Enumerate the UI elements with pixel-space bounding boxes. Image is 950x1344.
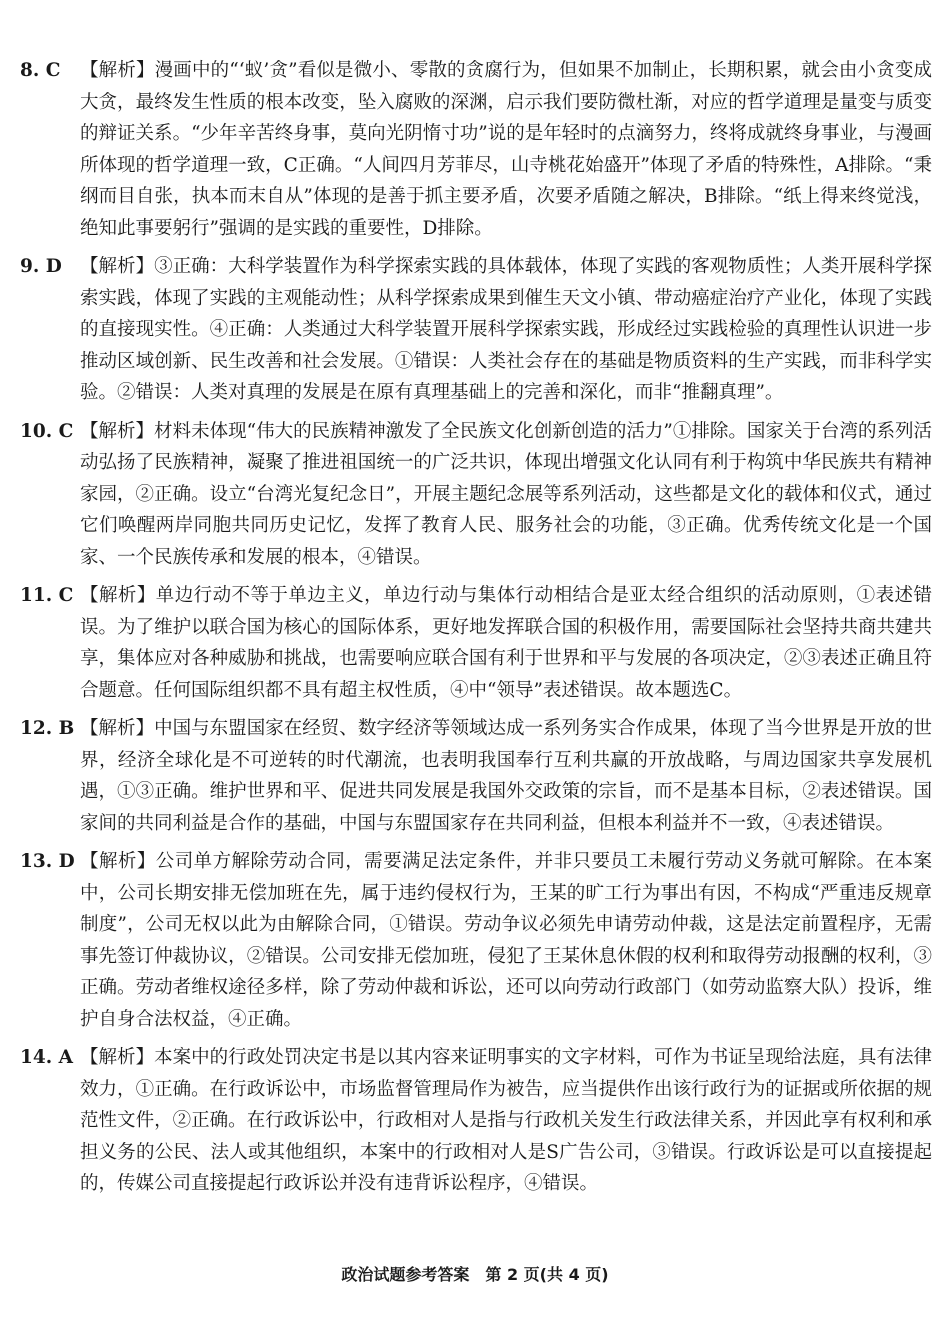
answer-number: 11. C	[20, 585, 74, 606]
answer-list	[20, 55, 932, 1207]
answer-number: 13. D	[20, 851, 75, 872]
answer-explanation: 【解析】单边行动不等于单边主义，单边行动与集体行动相结合是亚太经合组织的活动原则，①表述错误。为了维护以联合国为核心的国际体系，更好地发挥联合国的积极作用，需要国际社会坚持共商共建共享，集体应对各种威胁和挑战，也需要响应联合国有利于世界和平与发展的各项决定，②③表述正确且符合题意。任何国际组织都不具有超主权性质，④中“领导”表述错误。故本题选C。	[80, 585, 932, 701]
page-footer: 政治试题参考答案 第 2 页(共 4 页)	[341, 1265, 609, 1284]
answer-explanation: 【解析】漫画中的“‘蚁’贪”看似是微小、零散的贪腐行为，但如果不加制止，长期积累，就会由小贪变成大贪，最终发生性质的根本改变，坠入腐败的深渊，启示我们要防微杜渐，对应的哲学道理是量变与质变的辩证关系。“少年辛苦终身事，莫向光阴惰寸功”说的是年轻时的点滴努力，终将成就终身事业，与漫画所体现的哲学道理一致，C正确。“人间四月芳菲尽，山寺桃花始盛开”体现了矛盾的特殊性，A排除。“秉纲而目自张，执本而末自从”体现的是善于抓主要矛盾，次要矛盾随之解决，B排除。“纸上得来终觉浅，绝知此事要躬行”强调的是实践的重要性，D排除。	[80, 60, 932, 239]
answer-explanation: 【解析】材料未体现“伟大的民族精神激发了全民族文化创新创造的活力”①排除。国家关于台湾的系列活动弘扬了民族精神，凝聚了推进祖国统一的广泛共识，体现出增强文化认同有利于构筑中华民族共有精神家园，②正确。设立“台湾光复纪念日”，开展主题纪念展等系列活动，这些都是文化的载体和仪式，通过它们唤醒两岸同胞共同历史记忆，发挥了教育人民、服务社会的功能，③正确。优秀传统文化是一个国家、一个民族传承和发展的根本，④错误。	[80, 420, 932, 568]
answer-item-9	[20, 251, 932, 409]
answer-number: 12. B	[20, 718, 75, 739]
answer-item-8	[20, 55, 932, 244]
answer-number: 14. A	[20, 1047, 73, 1068]
answer-explanation: 【解析】③正确：大科学装置作为科学探索实践的具体载体，体现了实践的客观物质性；人类开展科学探索实践，体现了实践的主观能动性；从科学探索成果到催生天文小镇、带动癌症治疗产业化，体现了实践的直接现实性。④正确：人类通过大科学装置开展科学探索实践，形成经过实践检验的真理性认识进一步推动区域创新、民生改善和社会发展。①错误：人类社会存在的基础是物质资料的生产实践，而非科学实验。②错误：人类对真理的发展是在原有真理基础上的完善和深化，而非“推翻真理”。	[80, 256, 932, 403]
answer-explanation: 【解析】公司单方解除劳动合同，需要满足法定条件，并非只要员工未履行劳动义务就可解除。在本案中，公司长期安排无偿加班在先，属于违约侵权行为，王某的旷工行为事出有因，不构成“严重违反规章制度”，公司无权以此为由解除合同，①错误。劳动争议必须先申请劳动仲裁，这是法定前置程序，无需事先签订仲裁协议，②错误。公司安排无偿加班，侵犯了王某休息休假的权利和取得劳动报酬的权利，③正确。劳动者维权途径多样，除了劳动仲裁和诉讼，还可以向劳动行政部门（如劳动监察大队）投诉，维护自身合法权益，④正确。	[80, 851, 932, 1030]
answer-item-12	[20, 713, 932, 839]
answer-item-14	[20, 1042, 932, 1200]
answer-item-10	[20, 416, 932, 574]
answer-number: 9. D	[20, 256, 62, 277]
answer-number: 10. C	[20, 420, 74, 442]
answer-item-11	[20, 580, 932, 706]
answer-number: 8. C	[20, 60, 61, 81]
answer-explanation: 【解析】中国与东盟国家在经贸、数字经济等领域达成一系列务实合作成果，体现了当今世界是开放的世界，经济全球化是不可逆转的时代潮流，也表明我国奉行互利共赢的开放战略，与周边国家共享发展机遇，①③正确。维护世界和平、促进共同发展是我国外交政策的宗旨，而不是基本目标，②表述错误。国家间的共同利益是合作的基础，中国与东盟国家存在共同利益，但根本利益并不一致，④表述错误。	[80, 718, 932, 834]
answer-item-13	[20, 846, 932, 1035]
answer-explanation: 【解析】本案中的行政处罚决定书是以其内容来证明事实的文字材料，可作为书证呈现给法庭，具有法律效力，①正确。在行政诉讼中，市场监督管理局作为被告，应当提供作出该行政行为的证据或所依据的规范性文件，②正确。在行政诉讼中，行政相对人是指与行政机关发生行政法律关系，并因此享有权利和承担义务的公民、法人或其他组织，本案中的行政相对人是S广告公司，③错误。行政诉讼是可以直接提起的，传媒公司直接提起行政诉讼并没有违背诉讼程序，④错误。	[80, 1047, 932, 1194]
